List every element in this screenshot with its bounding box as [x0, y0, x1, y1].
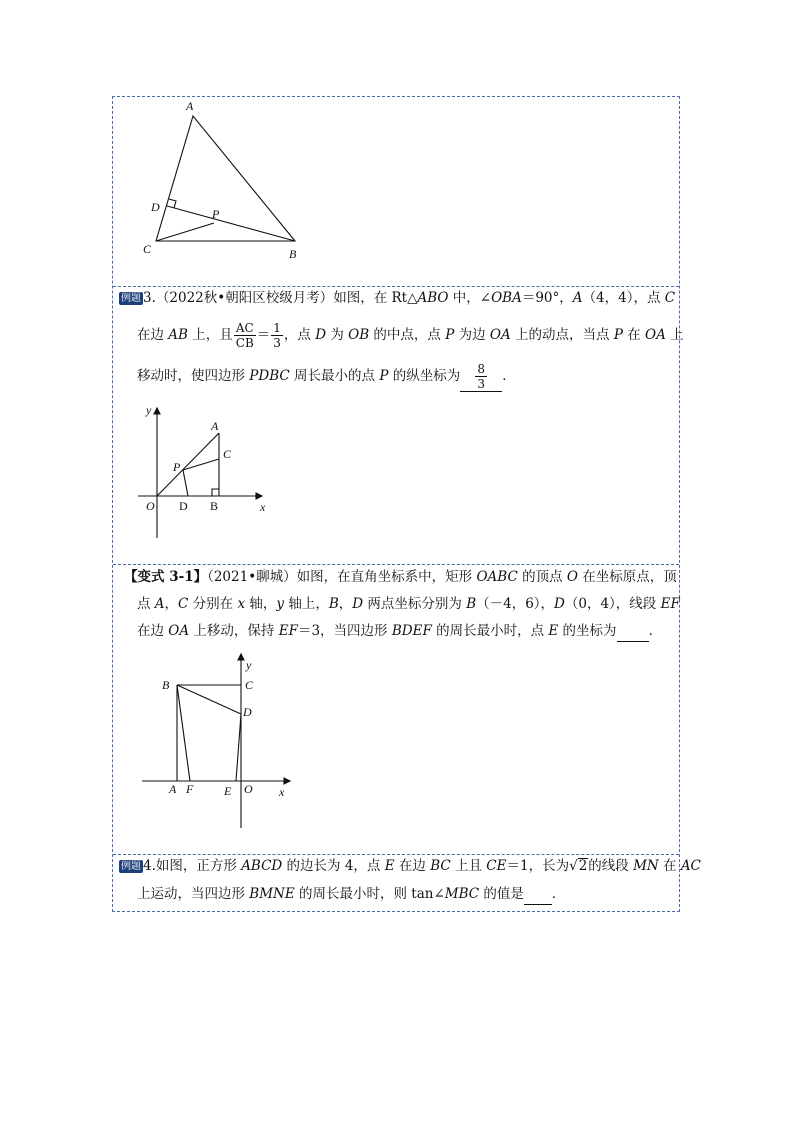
label-b: B: [210, 499, 219, 513]
label-d: D: [151, 200, 160, 214]
figure-triangle-abc: [140, 98, 320, 266]
var31-line-1: 【变式 3-1】（2021•聊城）如图，在直角坐标系中，矩形 OABC 的顶点 O 在坐标原点，顶: [124, 569, 677, 585]
label-o: O: [244, 782, 253, 796]
figure-ex3: [132, 398, 282, 543]
var31-line-3: 在边 OA 上移动，保持 EF＝3，当四边形 BDEF 的周长最小时，点 E 的坐标为 ．: [137, 621, 662, 642]
answer-blank: [617, 621, 649, 642]
label-b: B: [289, 247, 297, 261]
segment-bd: [177, 685, 241, 714]
right-angle-mark: [212, 489, 219, 496]
label-y: y: [246, 658, 252, 672]
x-axis-arrow: [256, 493, 262, 499]
separator: [113, 854, 679, 855]
ex4-line-2: 上运动，当四边形 BMNE 的周长最小时，则 tan∠MBC 的值是 ．: [137, 884, 565, 905]
segment-cp: [156, 223, 214, 241]
fraction-one-third: $\frac{1}{3}$: [273, 321, 281, 350]
label-o: O: [146, 499, 155, 513]
var31-line-2: 点 A，C 分别在 x 轴，y 轴上，B，D 两点坐标分别为 B（－4，6），D（0，4），线段 EF: [137, 596, 680, 612]
ex3-line-3: 移动时，使四边形 PDBC 周长最小的点 P 的纵坐标为 $\frac{8}{3}$ ．: [137, 362, 516, 391]
label-d: D: [243, 705, 252, 719]
example-tag: 例题: [121, 293, 141, 304]
label-a: A: [186, 99, 194, 113]
y-axis-arrow: [238, 654, 244, 660]
label-p: P: [212, 207, 220, 221]
answer-blank: [460, 362, 502, 392]
label-x: x: [279, 785, 285, 799]
y-axis-arrow: [154, 408, 160, 414]
segment-bf: [177, 685, 190, 781]
segment-dp: [167, 206, 295, 241]
label-y: y: [146, 403, 152, 417]
ex3-line-1: 例题 3.（2022秋•朝阳区校级月考）如图，在 Rt△ABO 中，∠OBA＝90°，A（4，4），点 C: [121, 290, 676, 306]
label-e: E: [224, 784, 232, 798]
ex4-line-1: 例题 4.如图，正方形 ABCD 的边长为 4，点 E 在边 BC 上且 CE＝1，长为√2的线段 MN 在 AC: [121, 858, 701, 874]
label-d: D: [179, 499, 188, 513]
example-tag: 例题: [121, 861, 141, 872]
label-c: C: [143, 242, 152, 256]
separator: [113, 564, 679, 565]
label-p: P: [173, 460, 181, 474]
answer-fraction: $\frac{8}{3}$: [477, 362, 486, 391]
ex3-line-2: 在边 AB 上，且 $\frac{AC}{CB}$ ＝ $\frac{1}{3}$ ，点 D 为 OB 的中点，点 P 为边 OA 上的动点，当点 P 在 OA 上: [137, 321, 684, 350]
label-x: x: [260, 500, 266, 514]
label-a: A: [211, 419, 219, 433]
variation-tag: 【变式 3-1】: [124, 569, 208, 585]
segment-de: [236, 714, 241, 781]
fraction-ac-cb: $\frac{AC}{CB}$: [235, 321, 254, 350]
label-c: C: [245, 678, 254, 692]
label-f: F: [186, 782, 194, 796]
label-c: C: [223, 447, 232, 461]
label-a: A: [169, 782, 177, 796]
separator: [113, 286, 679, 287]
label-b: B: [162, 678, 170, 692]
sqrt-value: 2: [578, 858, 588, 874]
answer-blank: [524, 884, 552, 905]
x-axis-arrow: [284, 778, 290, 784]
segment-oa: [157, 433, 219, 496]
figure-var31: [140, 650, 300, 835]
segment-pd: [183, 470, 188, 496]
